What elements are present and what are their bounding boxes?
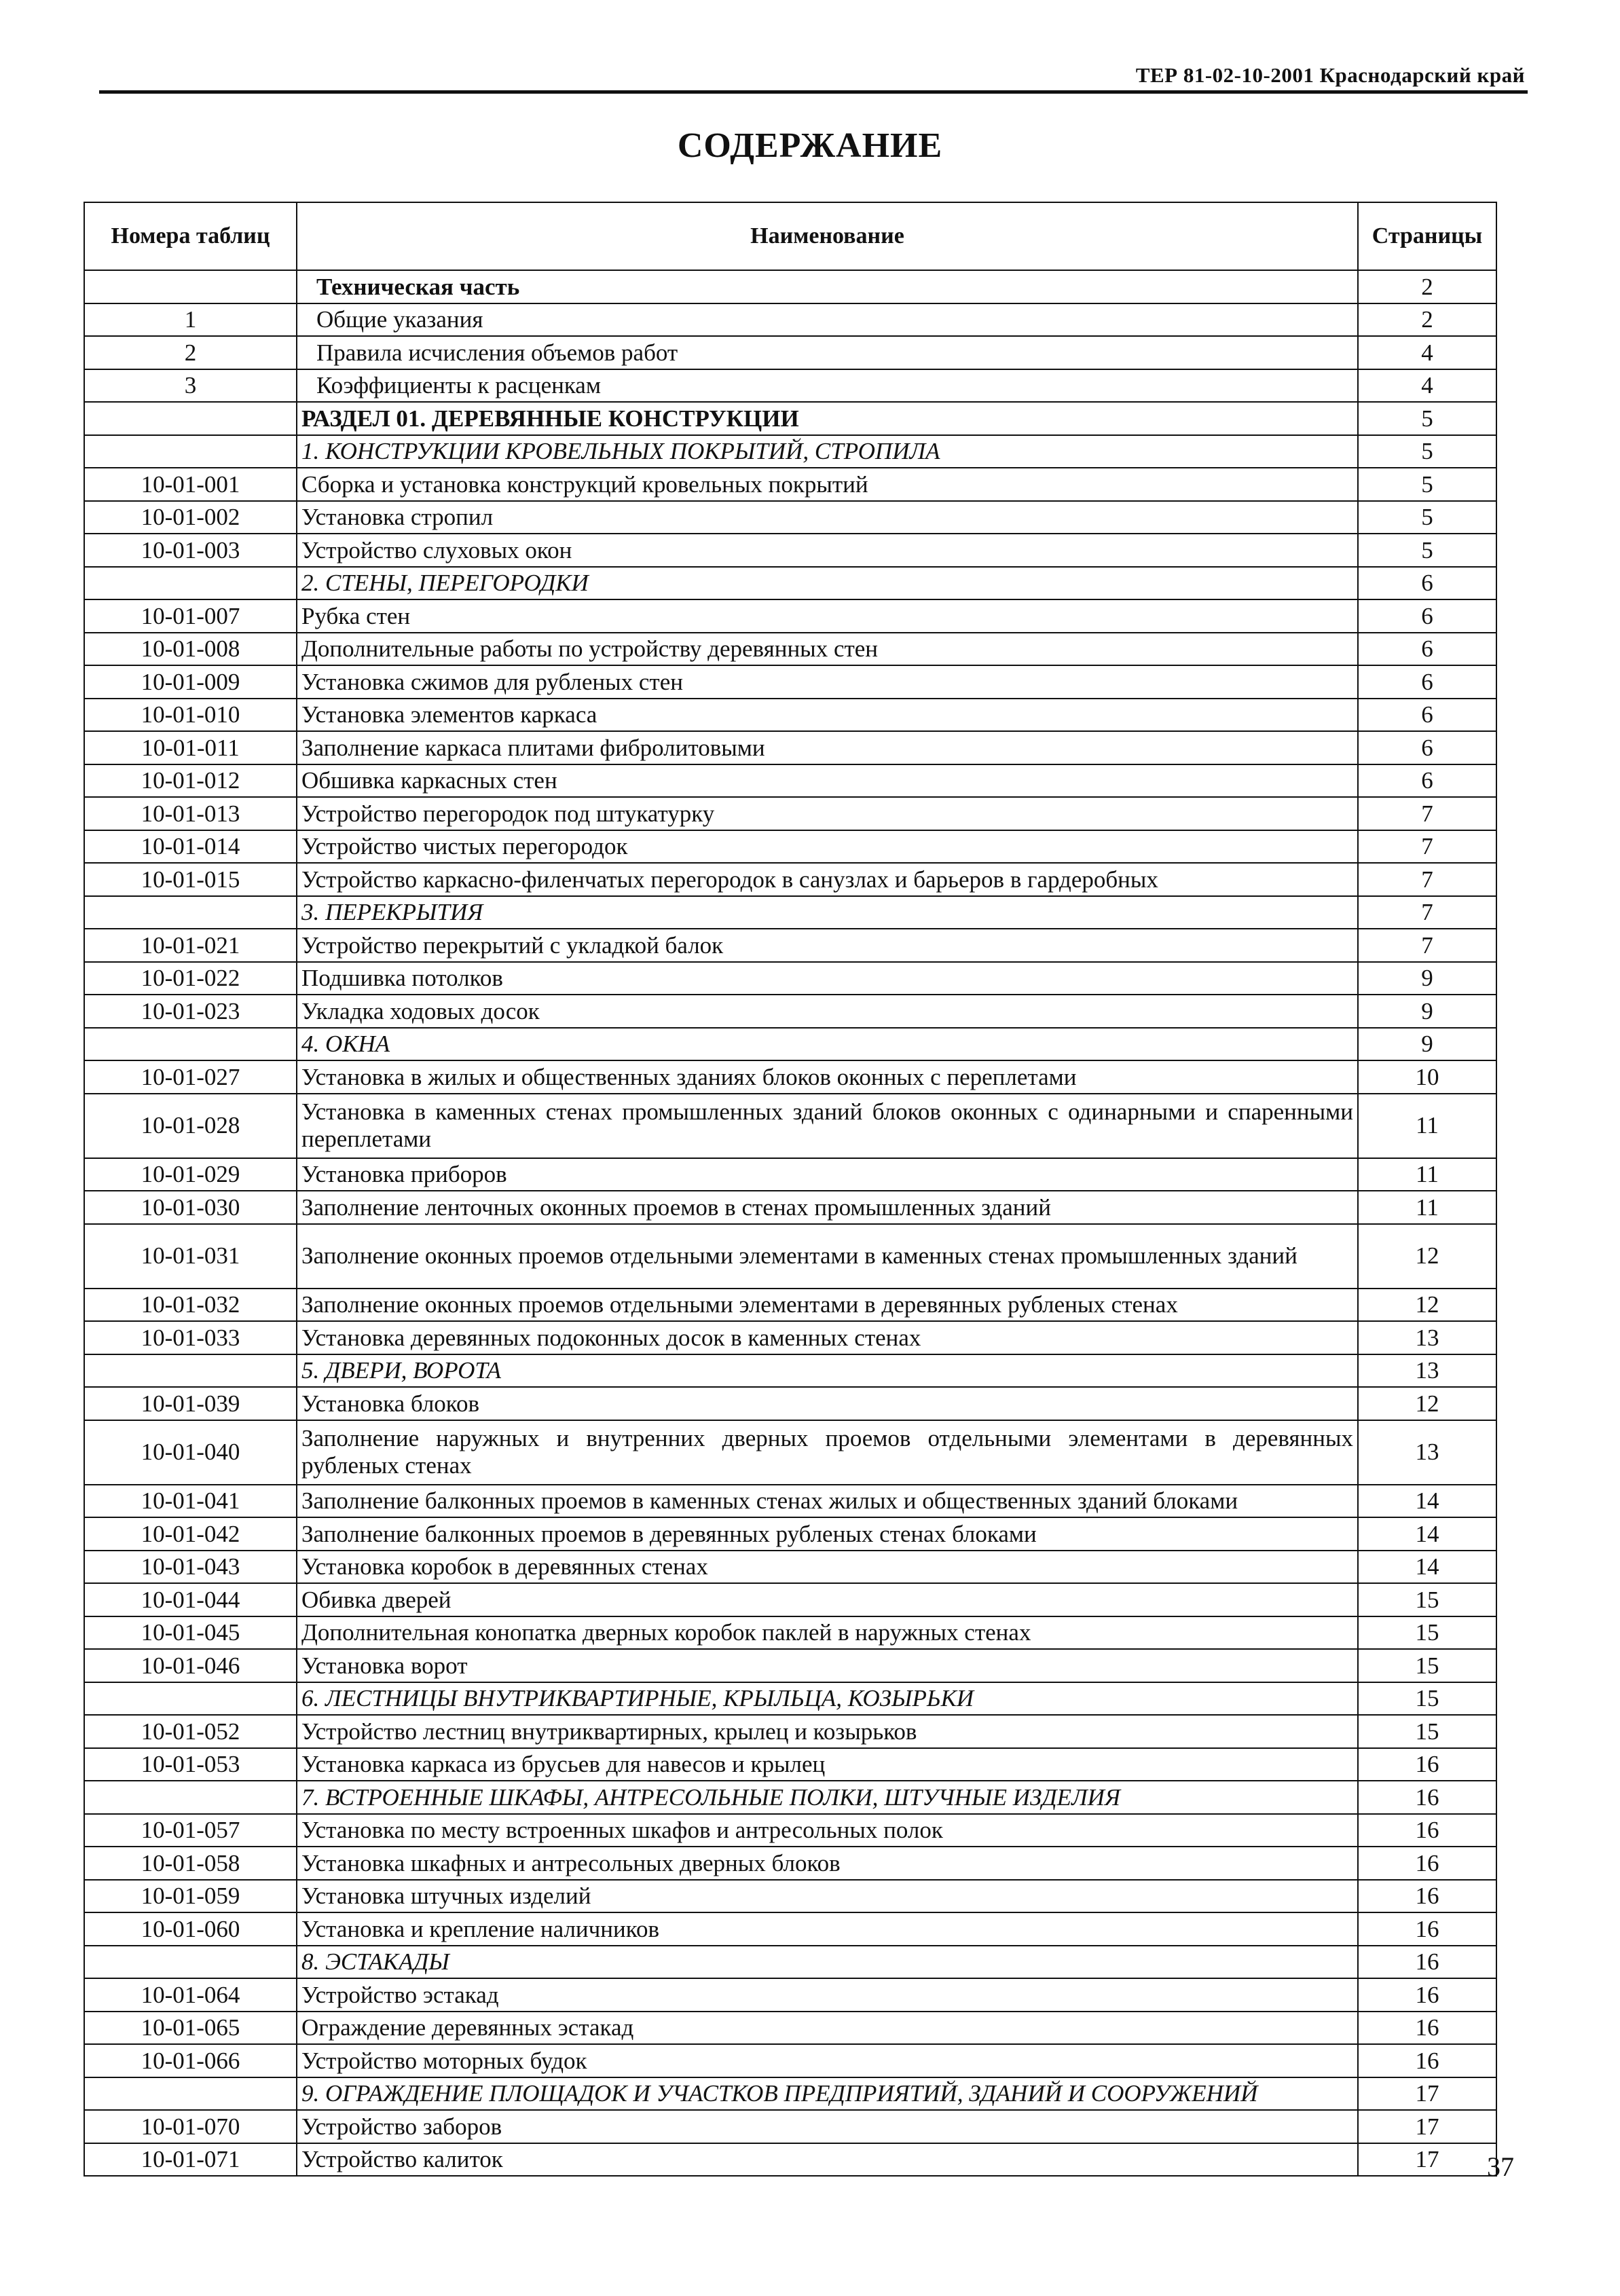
page-number-cell: 5 [1358,435,1496,468]
page-number-cell: 12 [1358,1387,1496,1420]
page-number-cell: 7 [1358,896,1496,929]
page-number-cell: 15 [1358,1715,1496,1748]
table-number-cell: 10-01-041 [84,1485,297,1518]
entry-name-cell: Установка стропил [297,501,1358,534]
entry-name-cell: Устройство слуховых окон [297,534,1358,567]
entry-name-cell: Установка шкафных и антресольных дверных блоков [297,1847,1358,1880]
table-row [84,896,1496,929]
table-row [84,962,1496,995]
table-row [84,1387,1496,1420]
table-number-cell: 10-01-001 [84,468,297,501]
table-row [84,336,1496,369]
table-row [84,534,1496,567]
table-number-cell [84,435,297,468]
entry-name-cell: Подшивка потолков [297,962,1358,995]
page-number-cell: 11 [1358,1094,1496,1158]
page-number-cell: 16 [1358,1912,1496,1946]
page-number-cell: 13 [1358,1420,1496,1485]
header-rule [99,90,1528,94]
page-number-cell: 6 [1358,633,1496,666]
page-number-cell: 11 [1358,1191,1496,1224]
page-number-cell: 11 [1358,1158,1496,1191]
table-row [84,1094,1496,1158]
page-number-cell: 13 [1358,1321,1496,1354]
table-number-cell [84,1781,297,1814]
entry-name-cell: Устройство заборов [297,2110,1358,2143]
entry-name-cell: Установка блоков [297,1387,1358,1420]
page-number-cell: 5 [1358,468,1496,501]
entry-name-cell: Ограждение деревянных эстакад [297,2012,1358,2045]
page-number-cell: 7 [1358,797,1496,830]
table-row [84,1224,1496,1289]
table-row [84,1583,1496,1616]
page-number-cell: 15 [1358,1583,1496,1616]
entry-name-cell: Установка сжимов для рубленых стен [297,665,1358,699]
page-number-cell: 7 [1358,863,1496,896]
page-number-cell: 17 [1358,2110,1496,2143]
entry-name-cell: 2. СТЕНЫ, ПЕРЕГОРОДКИ [297,567,1358,600]
table-number-cell: 10-01-059 [84,1880,297,1913]
table-number-cell: 10-01-031 [84,1224,297,1289]
entry-name-cell: Укладка ходовых досок [297,995,1358,1028]
entry-name-cell: Заполнение каркаса плитами фибролитовыми [297,731,1358,764]
table-number-cell: 10-01-042 [84,1517,297,1551]
entry-name-cell: Устройство чистых перегородок [297,830,1358,864]
table-number-cell: 10-01-029 [84,1158,297,1191]
table-row [84,1028,1496,1061]
page-number-cell: 7 [1358,929,1496,962]
table-number-cell [84,567,297,600]
entry-name-cell: 5. ДВЕРИ, ВОРОТА [297,1354,1358,1388]
page-number-cell: 10 [1358,1060,1496,1094]
entry-name-cell: Установка ворот [297,1649,1358,1682]
table-row [84,1781,1496,1814]
table-number-cell [84,1354,297,1388]
entry-name-cell: Дополнительная конопатка дверных коробок паклей в наружных стенах [297,1616,1358,1650]
entry-name-cell: Установка каркаса из брусьев для навесов и крылец [297,1748,1358,1781]
entry-name-cell: Правила исчисления объемов работ [297,336,1358,369]
table-number-cell: 10-01-008 [84,633,297,666]
entry-name-cell: Установка деревянных подоконных досок в каменных стенах [297,1321,1358,1354]
table-row [84,1978,1496,2012]
page-number-cell: 2 [1358,270,1496,303]
page-number-cell: 5 [1358,402,1496,435]
table-number-cell: 10-01-066 [84,2044,297,2077]
table-number-cell: 10-01-044 [84,1583,297,1616]
table-number-cell: 10-01-010 [84,699,297,732]
table-row [84,369,1496,403]
column-header-table-numbers: Номера таблиц [84,202,297,270]
table-number-cell: 10-01-040 [84,1420,297,1485]
table-number-cell: 3 [84,369,297,403]
table-number-cell [84,402,297,435]
table-row [84,1912,1496,1946]
page-number-cell: 16 [1358,1847,1496,1880]
entry-name-cell: Заполнение балконных проемов в деревянных рубленых стенах блоками [297,1517,1358,1551]
entry-name-cell: 4. ОКНА [297,1028,1358,1061]
table-number-cell: 10-01-057 [84,1814,297,1847]
table-row [84,1682,1496,1716]
page-number-cell: 16 [1358,1748,1496,1781]
table-row [84,2012,1496,2045]
page-number-cell: 9 [1358,1028,1496,1061]
page-number-cell: 16 [1358,2044,1496,2077]
table-number-cell [84,270,297,303]
entry-name-cell: 6. ЛЕСТНИЦЫ ВНУТРИКВАРТИРНЫЕ, КРЫЛЬЦА, КОЗЫРЬКИ [297,1682,1358,1716]
page-number-cell: 17 [1358,2077,1496,2111]
page-number-cell: 16 [1358,1946,1496,1979]
table-row [84,599,1496,633]
table-number-cell: 10-01-012 [84,764,297,798]
entry-name-cell: Устройство калиток [297,2143,1358,2177]
entry-name-cell: Установка в каменных стенах промышленных зданий блоков оконных с одинарными и спаренными переплетами [297,1094,1358,1158]
table-number-cell: 10-01-043 [84,1551,297,1584]
page-number-cell: 6 [1358,599,1496,633]
table-row [84,929,1496,962]
entry-name-cell: Установка коробок в деревянных стенах [297,1551,1358,1584]
table-number-cell: 10-01-002 [84,501,297,534]
page-number-cell: 15 [1358,1682,1496,1716]
table-row [84,1321,1496,1354]
table-number-cell: 2 [84,336,297,369]
page-number-cell: 4 [1358,336,1496,369]
table-row [84,1191,1496,1224]
page-number-cell: 17 [1358,2143,1496,2177]
table-number-cell [84,1682,297,1716]
table-row [84,501,1496,534]
table-number-cell: 10-01-046 [84,1649,297,1682]
entry-name-cell: Коэффициенты к расценкам [297,369,1358,403]
table-number-cell: 10-01-030 [84,1191,297,1224]
table-number-cell: 10-01-013 [84,797,297,830]
page-number-cell: 13 [1358,1354,1496,1388]
table-number-cell: 10-01-053 [84,1748,297,1781]
table-row [84,1880,1496,1913]
table-number-cell: 10-01-032 [84,1289,297,1322]
entry-name-cell: 8. ЭСТАКАДЫ [297,1946,1358,1979]
entry-name-cell: Установка штучных изделий [297,1880,1358,1913]
entry-name-cell: 1. КОНСТРУКЦИИ КРОВЕЛЬНЫХ ПОКРЫТИЙ, СТРОПИЛА [297,435,1358,468]
page-number-cell: 12 [1358,1289,1496,1322]
page-number-cell: 14 [1358,1485,1496,1518]
entry-name-cell: Обшивка каркасных стен [297,764,1358,798]
table-row [84,1485,1496,1518]
entry-name-cell: Установка элементов каркаса [297,699,1358,732]
table-row [84,1616,1496,1650]
table-number-cell [84,1028,297,1061]
entry-name-cell: Установка и крепление наличников [297,1912,1358,1946]
entry-name-cell: Заполнение оконных проемов отдельными элементами в деревянных рубленых стенах [297,1289,1358,1322]
table-row [84,830,1496,864]
table-row [84,468,1496,501]
table-row [84,995,1496,1028]
entry-name-cell: Заполнение наружных и внутренних дверных проемов отдельными элементами в деревянных рубленых стенах [297,1420,1358,1485]
page-number-cell: 12 [1358,1224,1496,1289]
page-number-cell: 16 [1358,1814,1496,1847]
table-number-cell: 10-01-028 [84,1094,297,1158]
table-row [84,1715,1496,1748]
page-number-cell: 16 [1358,2012,1496,2045]
table-number-cell: 10-01-045 [84,1616,297,1650]
page-number-cell: 7 [1358,830,1496,864]
page-number-cell: 14 [1358,1517,1496,1551]
table-number-cell: 10-01-003 [84,534,297,567]
page-number-cell: 6 [1358,699,1496,732]
table-row [84,665,1496,699]
table-row [84,1814,1496,1847]
page-number: 37 [1487,2151,1514,2182]
entry-name-cell: РАЗДЕЛ 01. ДЕРЕВЯННЫЕ КОНСТРУКЦИИ [297,402,1358,435]
table-row [84,270,1496,303]
entry-name-cell: Сборка и установка конструкций кровельных покрытий [297,468,1358,501]
page-number-cell: 2 [1358,303,1496,337]
entry-name-cell: Установка по месту встроенных шкафов и антресольных полок [297,1814,1358,1847]
table-number-cell: 10-01-022 [84,962,297,995]
table-row [84,863,1496,896]
table-number-cell: 10-01-023 [84,995,297,1028]
entry-name-cell: Устройство перегородок под штукатурку [297,797,1358,830]
table-row [84,1420,1496,1485]
table-number-cell: 10-01-027 [84,1060,297,1094]
table-row [84,435,1496,468]
table-row [84,731,1496,764]
table-number-cell: 10-01-015 [84,863,297,896]
page-number-cell: 4 [1358,369,1496,403]
contents-table [84,202,1497,2177]
table-row [84,2044,1496,2077]
page-number-cell: 6 [1358,567,1496,600]
table-row [84,1354,1496,1388]
entry-name-cell: Заполнение ленточных оконных проемов в стенах промышленных зданий [297,1191,1358,1224]
table-number-cell: 10-01-011 [84,731,297,764]
entry-name-cell: Дополнительные работы по устройству деревянных стен [297,633,1358,666]
table-row [84,633,1496,666]
entry-name-cell: Устройство каркасно-филенчатых перегородок в санузлах и барьеров в гардеробных [297,863,1358,896]
entry-name-cell: Устройство лестниц внутриквартирных, крылец и козырьков [297,1715,1358,1748]
entry-name-cell: Рубка стен [297,599,1358,633]
table-row [84,1748,1496,1781]
table-number-cell: 10-01-039 [84,1387,297,1420]
table-number-cell: 10-01-060 [84,1912,297,1946]
entry-name-cell: Установка приборов [297,1158,1358,1191]
table-number-cell: 10-01-058 [84,1847,297,1880]
page-title: СОДЕРЖАНИЕ [677,126,943,165]
table-number-cell: 10-01-052 [84,1715,297,1748]
table-number-cell: 10-01-071 [84,2143,297,2177]
table-number-cell: 10-01-070 [84,2110,297,2143]
page-number-cell: 15 [1358,1649,1496,1682]
table-row [84,402,1496,435]
table-row [84,699,1496,732]
page-number-cell: 14 [1358,1551,1496,1584]
column-header-pages: Страницы [1358,202,1496,270]
page-number-cell: 9 [1358,962,1496,995]
page-number-cell: 16 [1358,1880,1496,1913]
entry-name-cell: Устройство эстакад [297,1978,1358,2012]
table-number-cell [84,896,297,929]
table-row [84,1847,1496,1880]
entry-name-cell: Установка в жилых и общественных зданиях блоков оконных с переплетами [297,1060,1358,1094]
table-number-cell [84,1946,297,1979]
entry-name-cell: Общие указания [297,303,1358,337]
page-number-cell: 16 [1358,1978,1496,2012]
entry-name-cell: Техническая часть [297,270,1358,303]
table-row [84,567,1496,600]
page-number-cell: 5 [1358,501,1496,534]
table-number-cell: 10-01-064 [84,1978,297,2012]
entry-name-cell: Заполнение балконных проемов в каменных стенах жилых и общественных зданий блоками [297,1485,1358,1518]
entry-name-cell: 7. ВСТРОЕННЫЕ ШКАФЫ, АНТРЕСОЛЬНЫЕ ПОЛКИ, ШТУЧНЫЕ ИЗДЕЛИЯ [297,1781,1358,1814]
page-number-cell: 6 [1358,764,1496,798]
table-number-cell: 10-01-033 [84,1321,297,1354]
page-number-cell: 6 [1358,665,1496,699]
page-number-cell: 15 [1358,1616,1496,1650]
table-row [84,1649,1496,1682]
page-number-cell: 5 [1358,534,1496,567]
contents-table-body [84,270,1496,2176]
table-row [84,2077,1496,2111]
entry-name-cell: Устройство перекрытий с укладкой балок [297,929,1358,962]
page-number-cell: 16 [1358,1781,1496,1814]
table-number-cell: 10-01-065 [84,2012,297,2045]
page-number-cell: 9 [1358,995,1496,1028]
column-header-name: Наименование [297,202,1358,270]
running-header: ТЕР 81-02-10-2001 Краснодарский край [1135,63,1525,87]
table-number-cell: 1 [84,303,297,337]
entry-name-cell: Обивка дверей [297,1583,1358,1616]
entry-name-cell: Устройство моторных будок [297,2044,1358,2077]
table-row [84,1551,1496,1584]
table-row [84,1946,1496,1979]
table-row [84,797,1496,830]
table-number-cell: 10-01-009 [84,665,297,699]
table-row [84,303,1496,337]
table-row [84,764,1496,798]
table-header-row [84,202,1496,270]
table-number-cell: 10-01-021 [84,929,297,962]
table-row [84,2110,1496,2143]
table-number-cell: 10-01-014 [84,830,297,864]
entry-name-cell: Заполнение оконных проемов отдельными элементами в каменных стенах промышленных зданий [297,1224,1358,1289]
entry-name-cell: 3. ПЕРЕКРЫТИЯ [297,896,1358,929]
entry-name-cell: 9. ОГРАЖДЕНИЕ ПЛОЩАДОК И УЧАСТКОВ ПРЕДПРИЯТИЙ, ЗДАНИЙ И СООРУЖЕНИЙ [297,2077,1358,2111]
table-row [84,1158,1496,1191]
page-number-cell: 6 [1358,731,1496,764]
table-row [84,2143,1496,2177]
table-row [84,1060,1496,1094]
table-number-cell [84,2077,297,2111]
table-row [84,1289,1496,1322]
table-row [84,1517,1496,1551]
table-number-cell: 10-01-007 [84,599,297,633]
